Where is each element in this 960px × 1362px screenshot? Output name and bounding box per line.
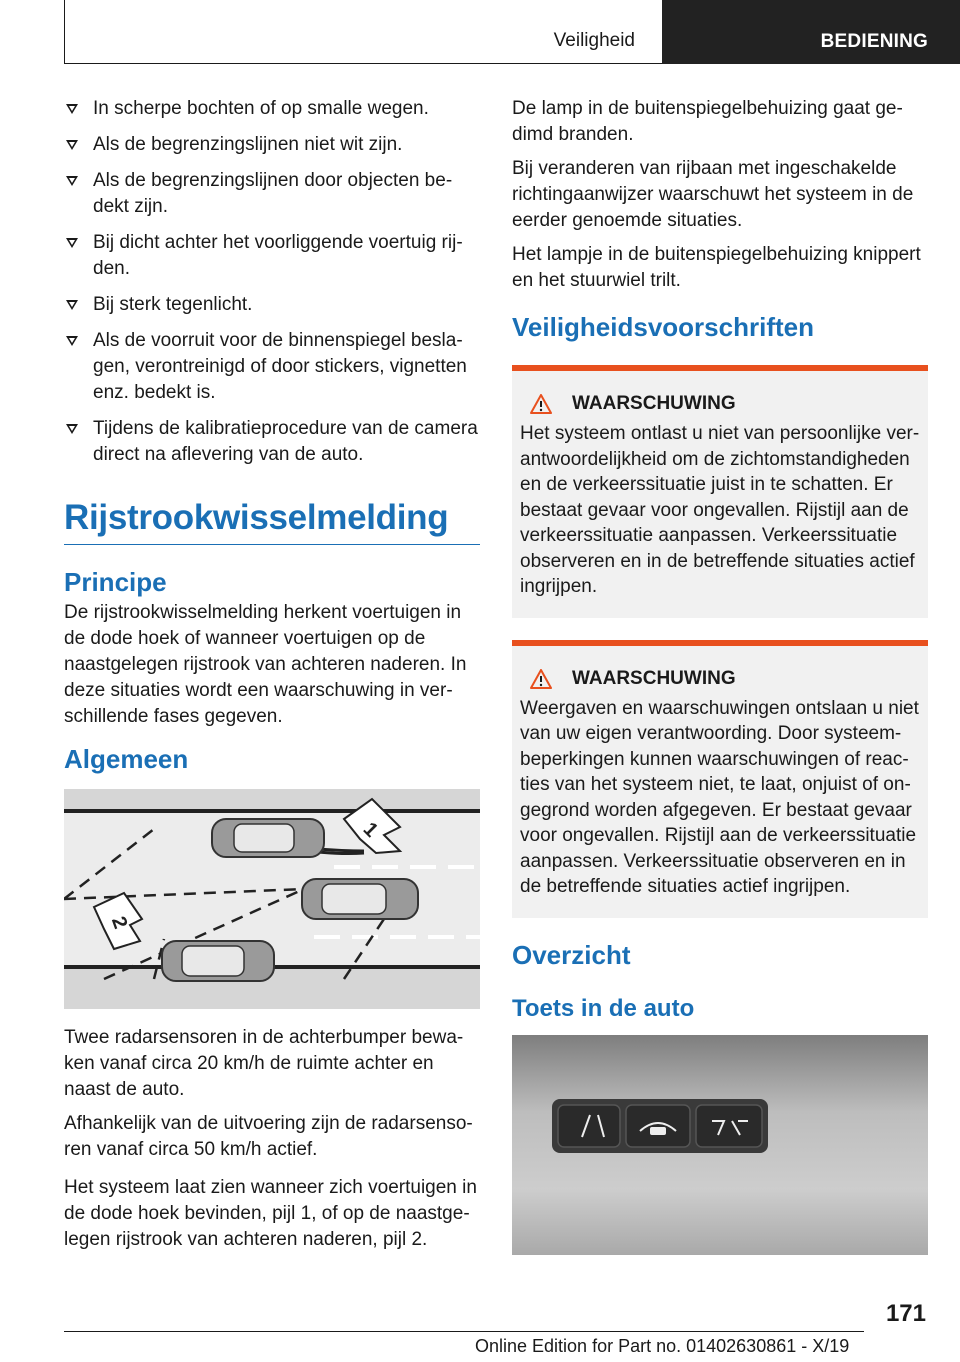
car-icon [212, 819, 324, 857]
warning-box [512, 640, 928, 918]
list-item: Als de begrenzingslijnen door objecten bedekt zijn. [64, 168, 480, 220]
lamp-text-3: Het lampje in de buitenspiegelbehuizing knippert en het stuurwiel trilt. [512, 244, 921, 291]
header-section-label: Veiligheid [553, 30, 635, 51]
assist-button-icon [626, 1105, 690, 1147]
warning-text: Weergaven en waarschuwingen ontslaan u niet van uw eigen verantwoording. Door systeembeperkingen kunnen waarschuwingen of reacties van het systeem niet, te laat, onjuist of ongegrond worden afgegeven. Er bestaat gevaar voor ongevallen. Rijstijl aan de verkeerssituatie aanpassen. Verkeerssituatie observeren en in de betreffende situaties actief ingrijpen. [520, 697, 919, 897]
lane-change-button-icon [696, 1105, 762, 1147]
header-left-rule [64, 0, 65, 64]
header-bottom-rule [64, 63, 664, 64]
edition-text: Online Edition for Part no. 01402630861 - X/19 [475, 1336, 850, 1356]
button-panel-image [512, 1035, 928, 1255]
lamp-text-1: De lamp in de buitenspiegelbehuizing gaat gedimd branden. [512, 98, 903, 145]
list-item: Als de begrenzingslijnen niet wit zijn. [64, 132, 480, 158]
list-item: In scherpe bochten of op smalle wegen. [64, 96, 480, 122]
bullet-triangle-icon [66, 238, 78, 248]
left-column [64, 96, 480, 1261]
warning-header [520, 393, 920, 415]
car-icon [302, 879, 418, 919]
warning-label: WAARSCHUWING [572, 667, 736, 689]
svg-text:1: 1 [358, 818, 383, 842]
warning-text: Het systeem ontlast u niet van persoonlijke verantwoordelijkheid om de zichtomstandigheden en de verkeerssituatie juist in te schatten. Er bestaat gevaar voor ongevallen. Rijstijl aan de verkeerssituatie aanpassen. Verkeerssituatie observeren en in de betreffende situaties actief ingrijpen. [520, 423, 920, 597]
right-column [512, 96, 928, 1255]
svg-text:2: 2 [106, 913, 132, 932]
lane-button-icon [558, 1105, 620, 1147]
toets-heading: Toets in de auto [512, 994, 695, 1022]
lane-change-diagram [64, 789, 480, 1009]
list-item: Bij sterk tegenlicht. [64, 292, 480, 318]
bullet-triangle-icon [66, 176, 78, 186]
header-chapter-tab [662, 0, 960, 64]
warning-header [520, 668, 920, 690]
footer-rule [64, 1331, 864, 1332]
warning-triangle-icon [530, 394, 552, 414]
bullet-triangle-icon [66, 104, 78, 114]
bullet-triangle-icon [66, 300, 78, 310]
header-chapter-label: BEDIENING [820, 31, 928, 52]
bullet-triangle-icon [66, 424, 78, 434]
radar-text-1: Twee radarsensoren in de achterbumper bewaken vanaf circa 20 km/h de ruimte achter en naast de auto. [64, 1027, 464, 1100]
list-item: Bij dicht achter het voorliggende voertuig rijden. [64, 230, 480, 282]
warning-box [512, 365, 928, 618]
chapter-title: Rijstrookwisselmelding [64, 498, 480, 545]
warning-triangle-icon [530, 669, 552, 689]
page-number: 171 [885, 1300, 926, 1327]
list-item: Tijdens de kalibratieprocedure van de camera direct na aflevering van de auto. [64, 416, 480, 468]
bullet-triangle-icon [66, 140, 78, 150]
bullet-triangle-icon [66, 336, 78, 346]
car-icon [162, 941, 274, 981]
lamp-text-2: Bij veranderen van rijbaan met ingeschakelde richtingaanwijzer waarschuwt het systeem in de eerder genoemde situaties. [512, 158, 914, 231]
safety-heading: Veiligheidsvoorschriften [512, 312, 814, 342]
radar-text-2: Afhankelijk van de uitvoering zijn de radarsensoren vanaf circa 50 km/h actief. [64, 1113, 473, 1160]
lane-change-figure [64, 789, 480, 1009]
limitations-list [64, 96, 480, 468]
algemeen-heading: Algemeen [64, 744, 189, 774]
list-item: Als de voorruit voor de binnenspiegel beslagen, verontreinigd of door stickers, vignetten enz. bedekt is. [64, 328, 480, 406]
principe-heading: Principe [64, 567, 167, 597]
overzicht-heading: Overzicht [512, 939, 631, 970]
radar-text-3: Het systeem laat zien wanneer zich voertuigen in de dode hoek bevinden, pijl 1, of op de naastgelegen rijstrook van achteren naderen, pijl 2. [64, 1177, 477, 1250]
warning-label: WAARSCHUWING [572, 393, 736, 414]
button-panel-photo [512, 1035, 928, 1255]
principe-text: De rijstrookwisselmelding herkent voertuigen in de dode hoek of wanneer voertuigen op de naastgelegen rijstrook van achteren naderen. In deze situaties wordt een waarschuwing in verschillende fases gegeven. [64, 602, 467, 727]
